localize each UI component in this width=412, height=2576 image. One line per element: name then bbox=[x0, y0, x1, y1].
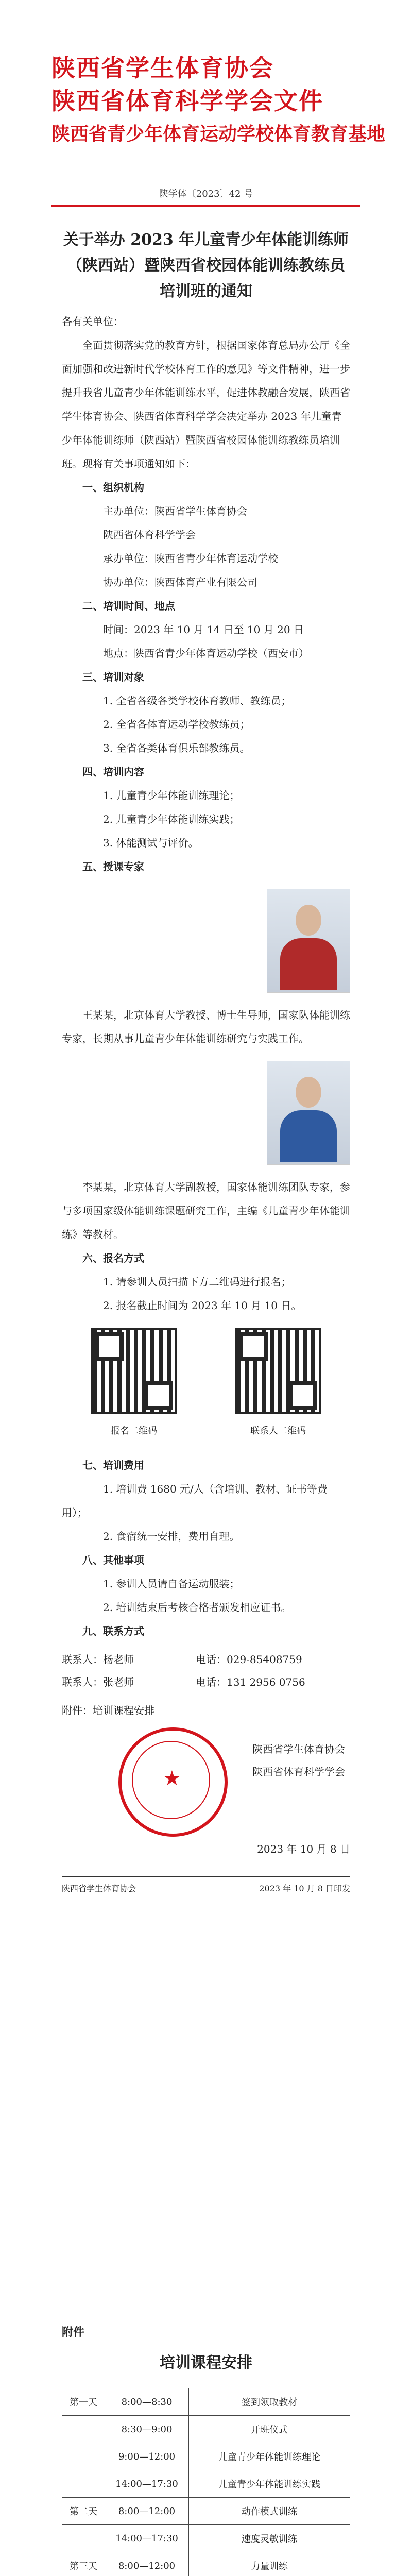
schedule-content-cell: 开班仪式 bbox=[189, 2416, 350, 2443]
table-row bbox=[62, 2525, 350, 2552]
schedule-time-cell: 8:00—8:30 bbox=[105, 2388, 189, 2416]
schedule-content-cell: 力量训练 bbox=[189, 2552, 350, 2576]
signatories bbox=[252, 1738, 345, 1783]
footer-issuer: 陕西省学生体育协会 bbox=[62, 1884, 136, 1893]
section-item: 承办单位：陕西省青少年体育运动学校 bbox=[103, 552, 278, 565]
section-item: 主办单位：陕西省学生体育协会 bbox=[103, 505, 247, 517]
footer-date: 2023 年 10 月 8 日印发 bbox=[259, 1884, 350, 1893]
expert-photos bbox=[62, 1061, 350, 1165]
title-line-2: （陕西站）暨陕西省校园体能训练教练员 bbox=[67, 257, 345, 275]
footer bbox=[62, 1876, 350, 1894]
table-row bbox=[62, 2443, 350, 2470]
schedule-content-cell: 速度灵敏训练 bbox=[189, 2525, 350, 2552]
schedule-table bbox=[62, 2388, 350, 2576]
section-item: 1. 参训人员请自备运动服装； bbox=[103, 1578, 240, 1590]
annex-label: 附件 bbox=[62, 2326, 85, 2339]
table-row bbox=[62, 2416, 350, 2443]
section-item: 1. 培训费 1680 元/人（含培训、教材、证书等费用）； bbox=[62, 1483, 328, 1519]
contact-qr[interactable] bbox=[235, 1328, 321, 1443]
section-heading: 七、培训费用 bbox=[82, 1459, 144, 1471]
section-item: 1. 全省各级各类学校体育教师、教练员； bbox=[103, 694, 291, 707]
letterhead-line-2: 陕西省体育科学学会文件 bbox=[52, 87, 323, 115]
schedule-content-cell: 动作模式训练 bbox=[189, 2498, 350, 2525]
seal-area bbox=[31, 1722, 381, 1836]
schedule-time-cell: 14:00—17:30 bbox=[105, 2525, 189, 2552]
contact-list bbox=[62, 1648, 350, 1693]
schedule-time-cell: 8:00—12:00 bbox=[105, 2498, 189, 2525]
section-heading: 六、报名方式 bbox=[82, 1252, 144, 1264]
intro-paragraph: 全面贯彻落实党的教育方针，根据国家体育总局办公厅《全面加强和改进新时代学校体育工作的意见》等文件精神，进一步提升我省儿童青少年体能训练水平，促进体教融合发展，陕西省学生体育协会、陕西省体育科学学会决定举办 2023 年儿童青少年体能训练师（陕西站）暨陕西省校园体能训练教练员培训班。现将有关事项通知如下： bbox=[62, 339, 350, 470]
letterhead bbox=[31, 31, 386, 150]
document-page-1 bbox=[31, 31, 386, 2236]
schedule-time-cell: 9:00—12:00 bbox=[105, 2443, 189, 2470]
issue-date: 2023 年 10 月 8 日 bbox=[257, 1843, 350, 1855]
schedule-time-cell: 8:00—12:00 bbox=[105, 2552, 189, 2576]
qr-code-icon bbox=[235, 1328, 321, 1414]
qr-codes bbox=[62, 1328, 350, 1443]
section-heading: 四、培训内容 bbox=[82, 766, 144, 778]
section-heading: 八、其他事项 bbox=[82, 1554, 144, 1566]
qr-label: 联系人二维码 bbox=[250, 1426, 306, 1436]
expert-photos bbox=[62, 889, 350, 993]
schedule-content-cell: 儿童青少年体能训练实践 bbox=[189, 2470, 350, 2498]
section-heading: 五、授课专家 bbox=[82, 860, 144, 873]
salutation: 各有关单位： bbox=[62, 315, 124, 328]
section-heading: 九、联系方式 bbox=[82, 1625, 144, 1637]
attachment-note: 附件：培训课程安排 bbox=[62, 1704, 154, 1717]
section-item: 时间：2023 年 10 月 14 日至 10 月 20 日 bbox=[103, 623, 304, 636]
section-item: 1. 儿童青少年体能训练理论； bbox=[103, 789, 240, 802]
document-number: 陕学体〔2023〕42 号 bbox=[159, 189, 253, 199]
section-heading: 三、培训对象 bbox=[82, 671, 144, 683]
red-divider bbox=[52, 205, 360, 207]
contact-row: 联系人：张老师 电话：131 2956 0756 bbox=[62, 1676, 305, 1688]
title-line-3: 培训班的通知 bbox=[160, 282, 252, 300]
schedule-day-cell: 第三天 bbox=[62, 2552, 105, 2576]
schedule-content-cell: 签到领取教材 bbox=[189, 2388, 350, 2416]
section-item: 2. 儿童青少年体能训练实践； bbox=[103, 813, 240, 825]
section-item: 3. 体能测试与评价。 bbox=[103, 837, 199, 849]
section-item: 协办单位：陕西体育产业有限公司 bbox=[103, 576, 258, 588]
expert-bio-2: 李某某，北京体育大学副教授，国家体能训练团队专家，参与多项国家级体能训练课题研究工作，主编《儿童青少年体能训练》等教材。 bbox=[62, 1181, 350, 1241]
schedule-day-cell: 第二天 bbox=[62, 2498, 105, 2525]
section-heading: 二、培训时间、地点 bbox=[82, 600, 175, 612]
document-body bbox=[31, 310, 381, 1722]
table-row bbox=[62, 2388, 350, 2416]
table-row bbox=[62, 2470, 350, 2498]
section-item: 陕西省体育科学学会 bbox=[103, 529, 196, 541]
section-item: 2. 全省各体育运动学校教练员； bbox=[103, 718, 250, 731]
registration-qr[interactable] bbox=[91, 1328, 177, 1443]
schedule-time-cell: 8:30—9:00 bbox=[105, 2416, 189, 2443]
section-item: 3. 全省各类体育俱乐部教练员。 bbox=[103, 742, 250, 754]
table-row bbox=[62, 2498, 350, 2525]
expert-bio-1: 王某某，北京体育大学教授、博士生导师，国家队体能训练专家，长期从事儿童青少年体能训练研究与实践工作。 bbox=[62, 1009, 350, 1045]
schedule-title: 培训课程安排 bbox=[160, 2354, 252, 2372]
table-row bbox=[62, 2552, 350, 2576]
signatory-2: 陕西省体育科学学会 bbox=[252, 1766, 345, 1778]
document-page-2 bbox=[31, 2303, 381, 2576]
schedule-day-cell: 第一天 bbox=[62, 2388, 105, 2416]
qr-code-icon bbox=[91, 1328, 177, 1414]
schedule-content-cell: 儿童青少年体能训练理论 bbox=[189, 2443, 350, 2470]
title-line-1: 关于举办 2023 年儿童青少年体能训练师 bbox=[63, 231, 349, 249]
letterhead-line-3: 陕西省青少年体育运动学校体育教育基地 bbox=[52, 123, 386, 145]
section-item: 1. 请参训人员扫描下方二维码进行报名； bbox=[103, 1276, 291, 1288]
schedule-day-cell bbox=[62, 2443, 105, 2470]
expert-photo-1 bbox=[267, 889, 350, 993]
section-item: 2. 报名截止时间为 2023 年 10 月 10 日。 bbox=[103, 1299, 302, 1312]
schedule-day-cell bbox=[62, 2470, 105, 2498]
signatory-1: 陕西省学生体育协会 bbox=[252, 1743, 345, 1755]
section-item: 2. 培训结束后考核合格者颁发相应证书。 bbox=[103, 1601, 291, 1614]
official-seal-icon: ★ bbox=[118, 1727, 228, 1837]
expert-photo-2 bbox=[267, 1061, 350, 1165]
section-item: 地点：陕西省青少年体育运动学校（西安市） bbox=[103, 647, 309, 659]
letterhead-line-1: 陕西省学生体育协会 bbox=[52, 54, 274, 82]
schedule-day-cell bbox=[62, 2525, 105, 2552]
schedule-time-cell: 14:00—17:30 bbox=[105, 2470, 189, 2498]
section-item: 2. 食宿统一安排，费用自理。 bbox=[103, 1530, 240, 1543]
document-title bbox=[52, 227, 360, 304]
section-heading: 一、组织机构 bbox=[82, 481, 144, 494]
contact-row: 联系人：杨老师 电话：029-85408759 bbox=[62, 1653, 302, 1666]
qr-label: 报名二维码 bbox=[111, 1426, 157, 1436]
schedule-day-cell bbox=[62, 2416, 105, 2443]
